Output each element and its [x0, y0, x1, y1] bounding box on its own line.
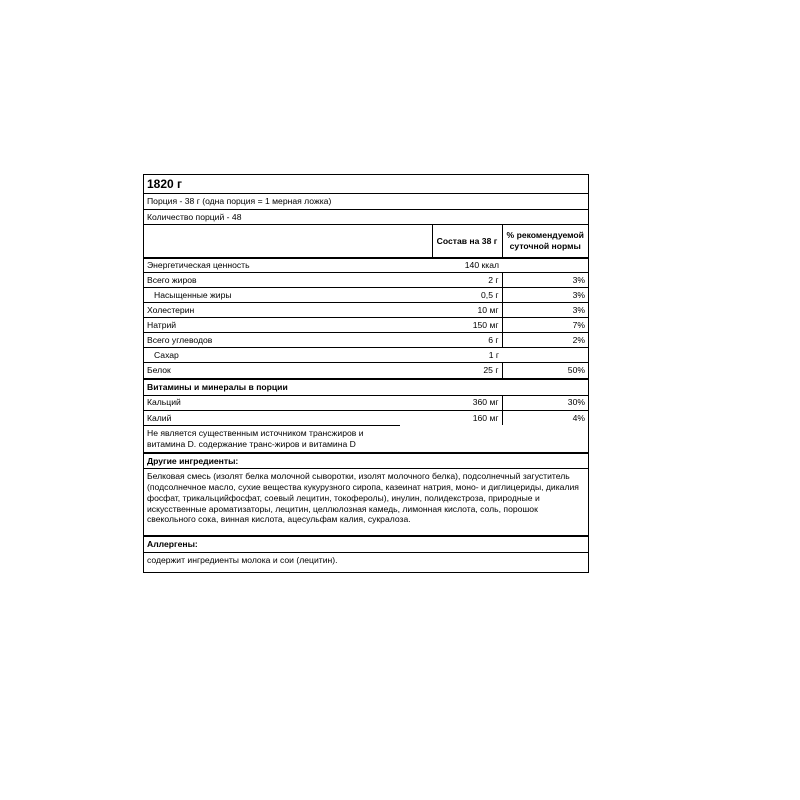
net-weight: 1820 г [147, 177, 183, 191]
nutrient-dv: 7% [502, 318, 588, 333]
table-row [144, 273, 588, 288]
nutrient-amount: 6 г [432, 333, 502, 348]
nutrient-name: Всего жиров [144, 273, 432, 288]
table-row [144, 333, 588, 348]
table-row [144, 288, 588, 303]
nutrient-dv [502, 348, 588, 363]
vitamin-name: Кальций [144, 395, 432, 410]
table-header [144, 225, 588, 258]
table-row [144, 348, 588, 363]
vitamin-amount: 360 мг [432, 395, 502, 410]
servings-count: Количество порций - 48 [144, 209, 588, 225]
table-row [144, 395, 588, 410]
nutrient-name: Натрий [144, 318, 432, 333]
allergens-text: содержит ингредиенты молока и сои (лецитин). [144, 552, 588, 572]
serving-size: Порция - 38 г (одна порция = 1 мерная ложка) [144, 193, 588, 209]
table-row [144, 410, 588, 425]
nutrient-dv: 3% [502, 273, 588, 288]
table-row [144, 318, 588, 333]
table-row [144, 258, 588, 273]
nutrient-dv: 3% [502, 303, 588, 318]
ingredients-text: Белковая смесь (изолят белка молочной сыворотки, изолят молочного белка), подсолнечный загуститель (подсолнечное масло, сухие вещества кукурузного сиропа, казеинат натрия, моно- и диглицериды, дикалия фосфат, трикальцийфосфат, соевый лецитин, токоферолы), инулин, полидекстроза, природные и искусственные ароматизаторы, лецитин, целлюлозная камедь, лимонная кислота, соль, порошок свекольного сока, винная кислота, ацесульфам калия, сукралоза. [144, 468, 588, 535]
nutrient-dv: 2% [502, 333, 588, 348]
nutrition-label [143, 174, 589, 573]
vitamins-heading: Витамины и минералы в порции [144, 378, 588, 395]
nutrient-dv: 50% [502, 363, 588, 378]
ingredients-heading: Другие ингредиенты: [144, 452, 588, 469]
nutrient-amount: 1 г [432, 348, 502, 363]
vitamin-name: Калий [144, 410, 432, 425]
vitamins-table [144, 395, 588, 426]
nutrient-dv: 3% [502, 288, 588, 303]
nutrition-table [144, 224, 588, 378]
nutrient-amount: 10 мг [432, 303, 502, 318]
vitamin-amount: 160 мг [432, 410, 502, 425]
nutrient-amount: 2 г [432, 273, 502, 288]
table-row [144, 363, 588, 378]
nutrient-dv [502, 258, 588, 273]
nutrient-name: Энергетическая ценность [144, 258, 432, 273]
nutrient-name: Холестерин [144, 303, 432, 318]
nutrient-name: Насыщенные жиры [144, 288, 432, 303]
nutrient-name: Всего углеводов [144, 333, 432, 348]
nutrient-amount: 0,5 г [432, 288, 502, 303]
allergens-heading: Аллергены: [144, 535, 588, 552]
column-amount-header: Состав на 38 г [432, 225, 502, 258]
table-row [144, 303, 588, 318]
vitamin-dv: 30% [502, 395, 588, 410]
nutrient-amount: 140 ккал [432, 258, 502, 273]
header-empty-cell [144, 225, 432, 258]
vitamin-dv: 4% [502, 410, 588, 425]
nutrient-amount: 150 мг [432, 318, 502, 333]
nutrient-name: Сахар [144, 348, 432, 363]
nutrient-name: Белок [144, 363, 432, 378]
footnote: Не является существенным источником трансжиров и витамина D. содержание транс-жиров и витамина D [144, 425, 400, 451]
nutrient-amount: 25 г [432, 363, 502, 378]
column-dv-header: % рекомендуемой суточной нормы [502, 225, 588, 258]
